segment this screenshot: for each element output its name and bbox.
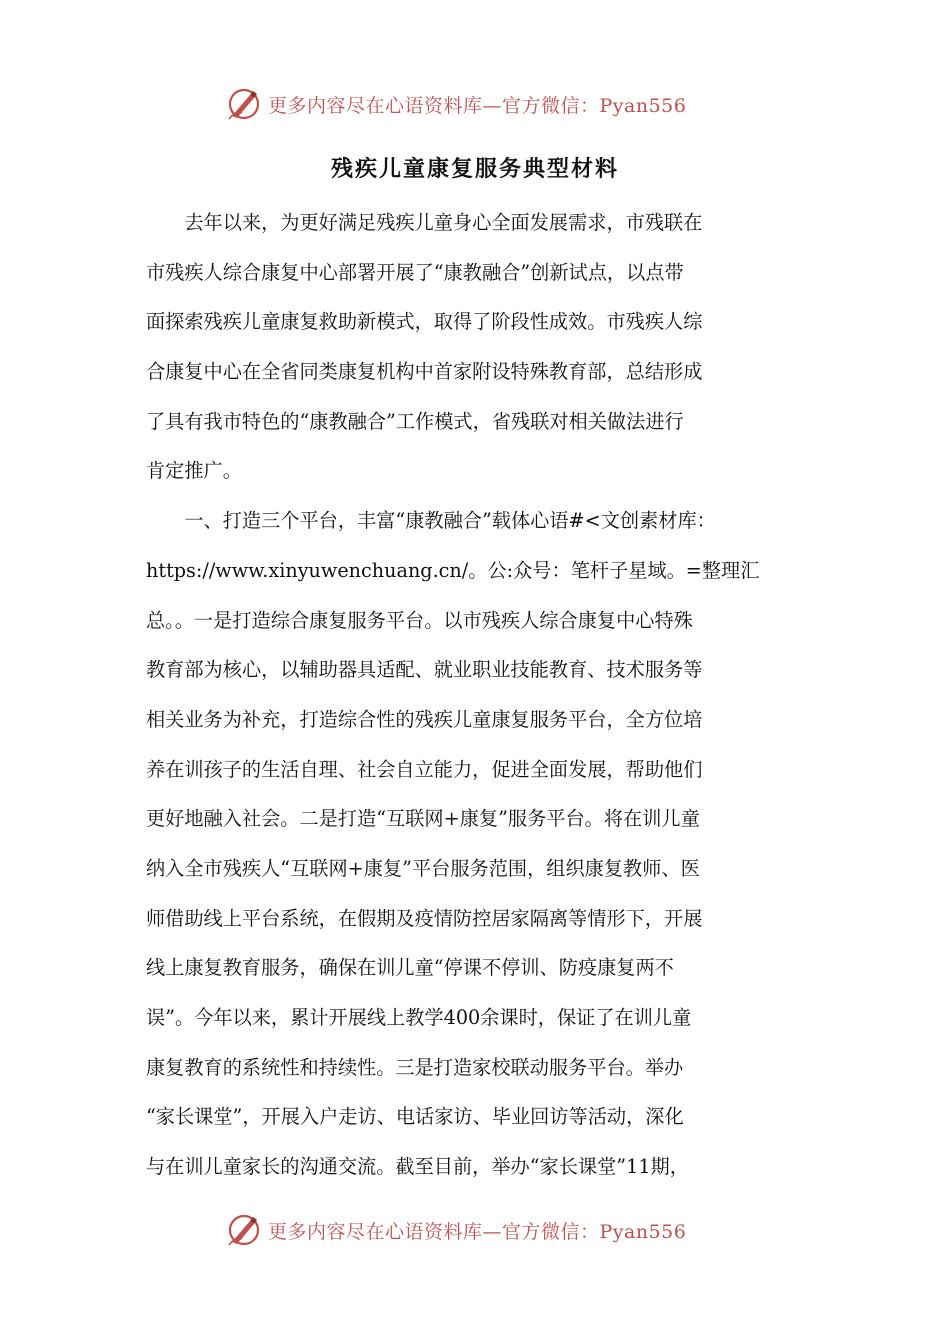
text-line: 教育部为核心，以辅助器具适配、就业职业技能教育、技术服务等 <box>146 658 703 682</box>
text-line: 养在训孩子的生活自理、社会自立能力，促进全面发展，帮助他们 <box>146 757 703 781</box>
banner-separator: — <box>482 1220 503 1243</box>
banner-contact: 官方微信：Pyan556 <box>502 1220 687 1243</box>
banner-text: 更多内容尽在心语资料库 <box>268 94 483 117</box>
text-line: 合康复中心在全省同类康复机构中首家附设特殊教育部，总结形成 <box>146 360 703 384</box>
text-line: 误”。今年以来，累计开展线上教学400余课时，保证了在训儿童 <box>146 1006 692 1029</box>
pen-logo-icon <box>226 1212 262 1248</box>
footer-banner <box>226 1210 726 1250</box>
text-line: 更好地融入社会。二是打造“互联网+康复”服务平台。将在训儿童 <box>146 807 700 831</box>
banner-text: 更多内容尽在心语资料库 <box>268 1220 483 1243</box>
pen-logo-icon <box>226 86 262 122</box>
text-line: 了具有我市特色的“康教融合”工作模式，省残联对相关做法进行 <box>146 409 684 433</box>
text-line: 去年以来，为更好满足残疾儿童身心全面发展需求，市残联在 <box>146 211 703 234</box>
text-line: 面探索残疾儿童康复救助新模式，取得了阶段性成效。市残疾人综 <box>146 310 703 334</box>
header-banner <box>226 84 726 124</box>
text-line: https://www.xinyuwenchuang.cn/。公:众号：笔杆子星域。=整理汇 <box>146 558 760 582</box>
text-line: 线上康复教育服务，确保在训儿童“停课不停训、防疫康复两不 <box>146 956 674 980</box>
text-line: 市残疾人综合康复中心部署开展了“康教融合”创新试点，以点带 <box>146 260 684 284</box>
text-line: 一、打造三个平台，丰富“康教融合”载体心语#<文创素材库： <box>146 509 716 533</box>
document-title: 残疾儿童康复服务典型材料 <box>330 157 619 182</box>
text-line: 与在训儿童家长的沟通交流。截至目前，举办“家长课堂”11期， <box>146 1155 689 1179</box>
banner-contact: 官方微信：Pyan556 <box>502 94 687 117</box>
text-line: 相关业务为补充，打造综合性的残疾儿童康复服务平台，全方位培 <box>146 707 703 731</box>
text-line: 纳入全市残疾人“互联网+康复”平台服务范围，组织康复教师、医 <box>146 856 700 880</box>
text-line: 康复教育的系统性和持续性。三是打造家校联动服务平台。举办 <box>146 1055 684 1079</box>
text-line: 肯定推广。 <box>146 459 242 483</box>
text-line: “家长课堂”，开展入户走访、电话家访、毕业回访等活动，深化 <box>146 1105 684 1129</box>
banner-separator: — <box>482 94 503 117</box>
document-body <box>146 198 806 1192</box>
text-line: 总。。一是打造综合康复服务平台。以市残疾人综合康复中心特殊 <box>146 608 693 632</box>
text-line: 师借助线上平台系统，在假期及疫情防控居家隔离等情形下，开展 <box>146 906 703 930</box>
